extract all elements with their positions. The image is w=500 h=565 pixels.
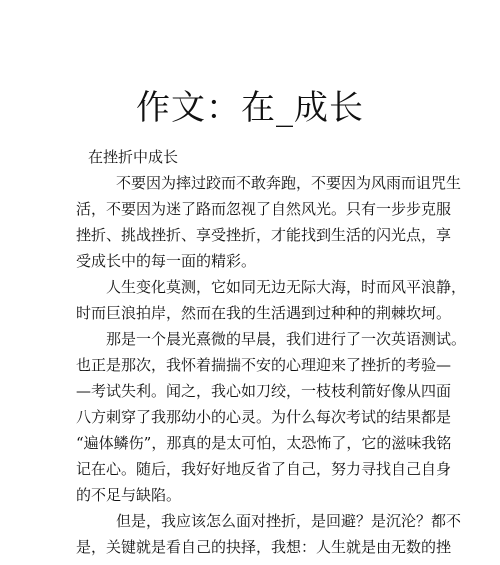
text-line: 但是，我应该怎么面对挫折，是回避？是沉沦？都不: [116, 512, 462, 530]
text-line: 八方刺穿了我那幼小的心灵。为什么每次考试的结果都是: [76, 408, 452, 426]
text-line: 的不足与缺陷。: [76, 486, 182, 504]
text-line: 挫折、挑战挫折、享受挫折，才能找到生活的闪光点，享: [76, 226, 452, 244]
text-line: 不要因为摔过跤而不敢奔跑，不要因为风雨而诅咒生: [116, 174, 462, 192]
text-line: 是，关键就是看自己的抉择，我想：人生就是由无数的挫: [76, 538, 452, 556]
text-line: 受成长中的每一面的精彩。: [76, 252, 257, 270]
text-line: 记在心。随后，我好好地反省了自己，努力寻找自己自身: [76, 460, 452, 478]
text-line: —考试失利。闻之，我心如刀绞，一枝枝利箭好像从四面: [76, 382, 452, 400]
text-line: 也正是那次，我怀着揣揣不安的心理迎来了挫折的考验—: [76, 356, 452, 374]
text-line: 活，不要因为迷了路而忽视了自然风光。只有一步步克服: [76, 200, 452, 218]
document-subtitle: 在挫折中成长: [88, 148, 179, 166]
text-line: “遍体鳞伤”，那真的是太可怕，太恐怖了，它的滋味我铭: [76, 434, 452, 452]
text-line: 那是一个晨光熹微的早晨，我们进行了一次英语测试。: [106, 330, 467, 348]
text-line: 人生变化莫测，它如同无边无际大海，时而风平浪静，: [106, 278, 467, 296]
text-line: 时而巨浪拍岸，然而在我的生活遇到过种种的荆棘坎坷。: [76, 304, 452, 322]
document-title: 作文：在_成长: [136, 88, 364, 128]
